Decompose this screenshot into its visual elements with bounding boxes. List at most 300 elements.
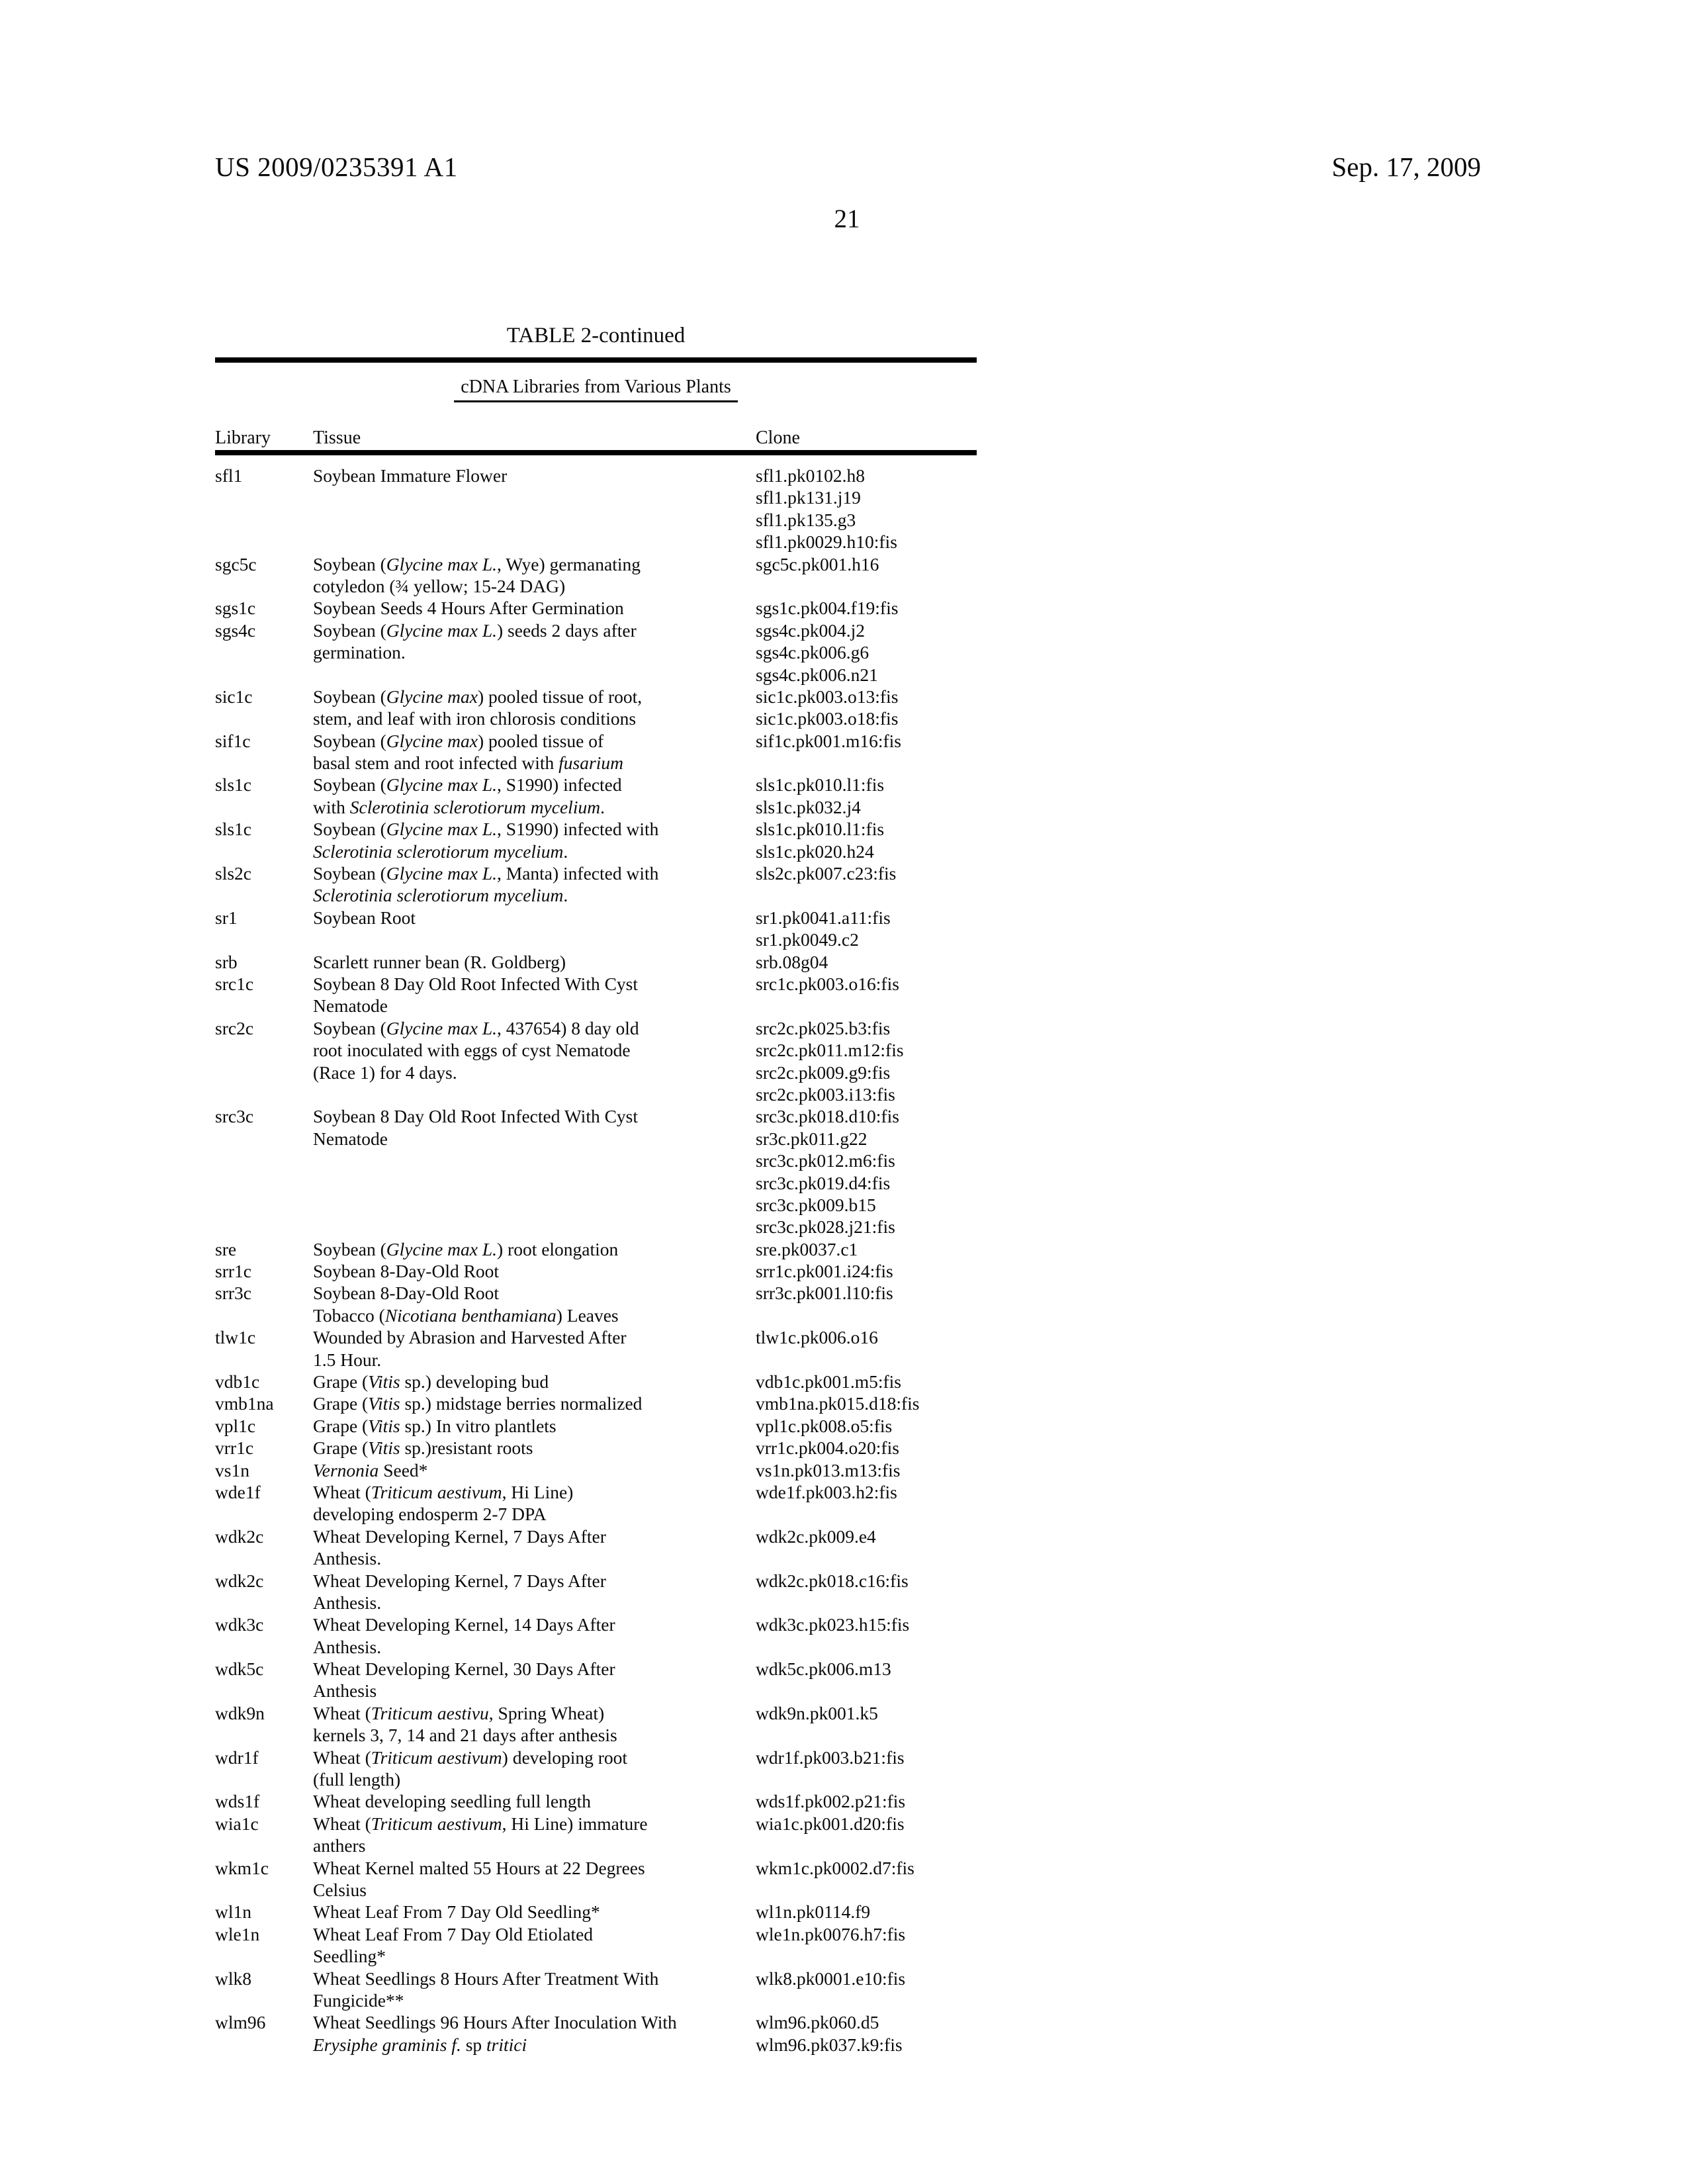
row-library: vpl1c — [215, 1415, 256, 1436]
row-clone: sr1.pk0041.a11:fis — [756, 907, 891, 928]
row-clone: src3c.pk012.m6:fis — [756, 1150, 895, 1171]
tissue-text: sp.)resistant roots — [400, 1437, 533, 1459]
table-row — [215, 619, 977, 641]
tissue-text: Soybean Seeds 4 Hours After Germination — [313, 598, 624, 619]
row-library — [215, 1724, 313, 1746]
table-row — [215, 841, 977, 862]
row-library — [215, 1039, 313, 1061]
row-tissue — [313, 1481, 756, 1503]
row-clone: wkm1c.pk0002.d7:fis — [756, 1857, 914, 1878]
tissue-text-italic: Vernonia — [313, 1459, 379, 1480]
tissue-text: ) Leaves — [556, 1304, 619, 1326]
tissue-text: Anthesis. — [313, 1636, 382, 1657]
row-library: tlw1c — [215, 1327, 256, 1348]
row-clone — [756, 1636, 977, 1658]
row-tissue — [313, 1326, 756, 1348]
tissue-text-italic: Glycine max — [386, 686, 478, 707]
row-library: wdk3c — [215, 1614, 264, 1635]
row-clone: sls1c.pk010.l1:fis — [756, 819, 885, 840]
row-clone: sgs4c.pk006.n21 — [756, 664, 878, 685]
row-clone: vdb1c.pk001.m5:fis — [756, 1371, 901, 1392]
row-tissue — [313, 509, 756, 531]
row-clone: tlw1c.pk006.o16 — [756, 1327, 878, 1348]
table-row — [215, 1658, 977, 1680]
tissue-text-italic: Triticum aestivum — [371, 1747, 502, 1768]
tissue-text: (Race 1) for 4 days. — [313, 1062, 457, 1083]
row-clone: wle1n.pk0076.h7:fis — [756, 1923, 906, 1944]
row-clone: vmb1na.pk015.d18:fis — [756, 1393, 920, 1414]
row-clone: src3c.pk018.d10:fis — [756, 1106, 899, 1127]
row-clone — [756, 1724, 977, 1746]
row-tissue — [313, 1989, 756, 2011]
tissue-text: sp — [461, 2034, 487, 2055]
row-tissue — [313, 1371, 756, 1392]
table-row — [215, 1945, 977, 1967]
tissue-text: stem, and leaf with iron chlorosis conditions — [313, 708, 637, 729]
row-tissue — [313, 752, 756, 774]
table-row — [215, 1282, 977, 1304]
row-tissue — [313, 796, 756, 818]
row-library: srb — [215, 951, 238, 972]
row-clone: wia1c.pk001.d20:fis — [756, 1813, 905, 1834]
row-clone: src2c.pk025.b3:fis — [756, 1017, 891, 1038]
row-tissue — [313, 1702, 756, 1724]
table-subtitle-wrap — [215, 377, 977, 402]
row-library — [215, 752, 313, 774]
table-row — [215, 1989, 977, 2011]
tissue-text: ) seeds 2 days after — [497, 619, 637, 641]
row-tissue — [313, 1658, 756, 1680]
row-library: vs1n — [215, 1459, 249, 1480]
row-tissue — [313, 531, 756, 553]
table-row — [215, 1835, 977, 1856]
tissue-text: ) pooled tissue of — [477, 730, 604, 751]
tissue-text: Wheat developing seedling full length — [313, 1791, 592, 1812]
row-tissue — [313, 1105, 756, 1127]
table-row — [215, 1570, 977, 1592]
table-body — [215, 465, 977, 2056]
tissue-text: Soybean 8-Day-Old Root — [313, 1261, 500, 1282]
row-clone: wdk3c.pk023.h15:fis — [756, 1614, 910, 1635]
tissue-text: Soybean ( — [313, 730, 386, 751]
tissue-text: ) root elongation — [497, 1238, 619, 1259]
tissue-text-italic: Vitis — [368, 1393, 400, 1414]
column-header-library: Library — [215, 428, 271, 448]
row-library — [215, 1835, 313, 1856]
row-tissue — [313, 1282, 756, 1304]
row-tissue — [313, 597, 756, 619]
table-row — [215, 575, 977, 597]
table-row — [215, 1459, 977, 1481]
row-library: src2c — [215, 1017, 254, 1038]
tissue-text-italic: Glycine max L. — [386, 774, 497, 796]
row-library: wkm1c — [215, 1857, 269, 1878]
row-clone: src3c.pk009.b15 — [756, 1194, 876, 1215]
tissue-text-italic: Vitis — [368, 1371, 400, 1392]
tissue-text: , Hi Line) immature — [502, 1813, 648, 1834]
row-library: vdb1c — [215, 1371, 260, 1392]
table-row — [215, 1238, 977, 1260]
row-library: wle1n — [215, 1923, 260, 1944]
table-row — [215, 1857, 977, 1879]
table-row — [215, 597, 977, 619]
row-library — [215, 1945, 313, 1967]
tissue-text: developing endosperm 2-7 DPA — [313, 1504, 547, 1525]
row-library — [215, 1304, 313, 1326]
table-row — [215, 818, 977, 840]
row-clone: wlm96.pk037.k9:fis — [756, 2034, 903, 2055]
table-row — [215, 1790, 977, 1812]
row-tissue — [313, 951, 756, 973]
row-library: wl1n — [215, 1901, 251, 1923]
row-library: src3c — [215, 1106, 254, 1127]
row-tissue — [313, 1680, 756, 1702]
row-library: sif1c — [215, 730, 251, 751]
row-tissue — [313, 973, 756, 995]
tissue-text: Anthesis. — [313, 1548, 382, 1569]
row-library — [215, 486, 313, 508]
tissue-text: Grape ( — [313, 1393, 369, 1414]
table-row — [215, 1680, 977, 1702]
tissue-text-italic: fusarium — [558, 752, 623, 774]
row-tissue — [313, 1835, 756, 1856]
row-tissue — [313, 465, 756, 486]
row-tissue — [313, 1592, 756, 1614]
tissue-text: Soybean ( — [313, 686, 386, 707]
tissue-text: Soybean 8 Day Old Root Infected With Cyst — [313, 973, 639, 994]
patent-number: US 2009/0235391 A1 — [215, 152, 458, 182]
row-clone: srb.08g04 — [756, 951, 828, 972]
tissue-text: Seedling* — [313, 1946, 386, 1967]
row-clone: src3c.pk019.d4:fis — [756, 1172, 891, 1193]
tissue-text: Wheat Leaf From 7 Day Old Etiolated — [313, 1923, 594, 1944]
table-row — [215, 1481, 977, 1503]
row-library — [215, 641, 313, 663]
row-clone: src2c.pk009.g9:fis — [756, 1062, 891, 1083]
row-clone: srr1c.pk001.i24:fis — [756, 1261, 893, 1282]
row-clone — [756, 1945, 977, 1967]
tissue-text: , 437654) 8 day old — [497, 1017, 639, 1038]
tissue-text: Wheat Seedlings 8 Hours After Treatment With — [313, 1968, 659, 1989]
table-row — [215, 641, 977, 663]
row-library: sgs4c — [215, 619, 256, 641]
tissue-text-italic: Glycine max L. — [386, 819, 497, 840]
tissue-text: sp.) developing bud — [400, 1371, 549, 1392]
tissue-text: 1.5 Hour. — [313, 1349, 382, 1370]
row-tissue — [313, 1968, 756, 1989]
row-library: wdk2c — [215, 1525, 264, 1547]
tissue-text-italic: tritici — [486, 2034, 527, 2055]
table-row — [215, 664, 977, 686]
row-library: wlk8 — [215, 1968, 251, 1989]
row-clone: vs1n.pk013.m13:fis — [756, 1459, 901, 1480]
tissue-text: with — [313, 796, 350, 817]
row-tissue — [313, 1304, 756, 1326]
table-row — [215, 995, 977, 1017]
tissue-text: . — [600, 796, 605, 817]
row-clone — [756, 884, 977, 906]
row-library — [215, 707, 313, 729]
row-clone — [756, 1879, 977, 1901]
tissue-text: Soybean ( — [313, 774, 386, 796]
tissue-text: Seed* — [379, 1459, 428, 1480]
row-clone: wlk8.pk0001.e10:fis — [756, 1968, 906, 1989]
table-row — [215, 1017, 977, 1039]
table-row — [215, 752, 977, 774]
tissue-text: Wheat Leaf From 7 Day Old Seedling* — [313, 1901, 600, 1923]
table-row — [215, 1437, 977, 1459]
table-row — [215, 1614, 977, 1635]
row-tissue — [313, 1039, 756, 1061]
column-header-tissue: Tissue — [313, 428, 361, 448]
row-clone — [756, 1503, 977, 1525]
tissue-text: , Wye) germanating — [497, 553, 641, 574]
table-row — [215, 2011, 977, 2033]
tissue-text: Soybean Root — [313, 907, 416, 928]
publication-date: Sep. 17, 2009 — [1331, 152, 1481, 182]
row-library — [215, 841, 313, 862]
row-clone: sr3c.pk011.g22 — [756, 1128, 868, 1149]
tissue-text: Wheat Kernel malted 55 Hours at 22 Degrees — [313, 1857, 645, 1878]
tissue-text-italic: Triticum aestivum — [371, 1481, 502, 1502]
tissue-text: Soybean ( — [313, 619, 386, 641]
tissue-text: sp.) In vitro plantlets — [400, 1415, 557, 1436]
tissue-text-italic: Triticum aestivum — [371, 1813, 502, 1834]
tissue-text-italic: Glycine max L. — [386, 619, 497, 641]
table-row — [215, 1083, 977, 1105]
row-library: wdk9n — [215, 1702, 265, 1723]
row-tissue — [313, 1923, 756, 1945]
tissue-text: Soybean ( — [313, 863, 386, 884]
row-tissue — [313, 1216, 756, 1238]
table-row — [215, 929, 977, 950]
table-row — [215, 907, 977, 929]
row-clone: sls1c.pk010.l1:fis — [756, 774, 885, 796]
table-row — [215, 465, 977, 486]
tissue-text-italic: Sclerotinia sclerotiorum mycelium — [349, 796, 601, 817]
row-tissue — [313, 1260, 756, 1282]
row-clone: wds1f.pk002.p21:fis — [756, 1791, 906, 1812]
row-tissue — [313, 1945, 756, 1967]
row-clone: sfl1.pk0102.h8 — [756, 465, 865, 486]
tissue-text: Grape ( — [313, 1371, 369, 1392]
row-library — [215, 1592, 313, 1614]
row-library — [215, 796, 313, 818]
table-2-continued — [215, 323, 977, 2056]
table-row — [215, 1260, 977, 1282]
row-library: sre — [215, 1238, 237, 1259]
table-row — [215, 1105, 977, 1127]
row-clone: sr1.pk0049.c2 — [756, 929, 859, 950]
table-row — [215, 1592, 977, 1614]
tissue-text: Wheat ( — [313, 1702, 371, 1723]
tissue-text: germination. — [313, 642, 406, 663]
row-library: sr1 — [215, 907, 238, 928]
table-row — [215, 1349, 977, 1371]
table-row — [215, 796, 977, 818]
row-clone: wdk2c.pk009.e4 — [756, 1525, 876, 1547]
table-row — [215, 1547, 977, 1569]
row-tissue — [313, 1062, 756, 1083]
row-clone: sfl1.pk131.j19 — [756, 487, 861, 508]
row-clone: sic1c.pk003.o18:fis — [756, 708, 899, 729]
row-library — [215, 1989, 313, 2011]
table-row — [215, 1172, 977, 1194]
tissue-text: Anthesis. — [313, 1592, 382, 1613]
tissue-text: Wheat ( — [313, 1481, 371, 1502]
tissue-text-italic: Glycine max L. — [386, 1238, 497, 1259]
table-row — [215, 1304, 977, 1326]
row-library: sfl1 — [215, 465, 243, 486]
row-tissue — [313, 1437, 756, 1459]
row-library: sic1c — [215, 686, 253, 707]
tissue-text-italic: Glycine max — [386, 730, 478, 751]
row-clone: sgs1c.pk004.f19:fis — [756, 598, 899, 619]
row-tissue — [313, 730, 756, 752]
row-tissue — [313, 884, 756, 906]
row-clone — [756, 575, 977, 597]
table-row — [215, 1039, 977, 1061]
row-tissue — [313, 664, 756, 686]
row-tissue — [313, 774, 756, 796]
row-library: srr3c — [215, 1283, 251, 1304]
table-row — [215, 1636, 977, 1658]
row-tissue — [313, 1238, 756, 1260]
tissue-text-italic: Erysiphe graminis f. — [313, 2034, 461, 2055]
row-clone: vpl1c.pk008.o5:fis — [756, 1415, 893, 1436]
tissue-text: Soybean ( — [313, 1017, 386, 1038]
row-tissue — [313, 1547, 756, 1569]
row-tissue — [313, 2034, 756, 2056]
row-library — [215, 884, 313, 906]
tissue-text-italic: Sclerotinia sclerotiorum mycelium — [313, 841, 564, 862]
row-clone: wdr1f.pk003.b21:fis — [756, 1747, 905, 1768]
table-row — [215, 486, 977, 508]
row-tissue — [313, 2011, 756, 2033]
tissue-text: Soybean ( — [313, 553, 386, 574]
row-tissue — [313, 1790, 756, 1812]
table-row — [215, 531, 977, 553]
row-clone — [756, 1989, 977, 2011]
table-row — [215, 1128, 977, 1150]
row-library: wia1c — [215, 1813, 259, 1834]
row-tissue — [313, 1128, 756, 1150]
tissue-text: Wheat Developing Kernel, 7 Days After — [313, 1570, 606, 1591]
tissue-text: Nematode — [313, 1128, 388, 1149]
row-tissue — [313, 1636, 756, 1658]
tissue-text-italic: Glycine max L. — [386, 1017, 497, 1038]
row-library: src1c — [215, 973, 254, 994]
row-tissue — [313, 1150, 756, 1171]
tissue-text: Celsius — [313, 1880, 367, 1900]
tissue-text: cotyledon (¾ yellow; 15-24 DAG) — [313, 575, 566, 596]
row-library: wde1f — [215, 1481, 261, 1502]
table-row — [215, 686, 977, 707]
table-row — [215, 1968, 977, 1989]
row-clone: src1c.pk003.o16:fis — [756, 973, 899, 994]
table-row — [215, 1525, 977, 1547]
tissue-text: , S1990) infected — [497, 774, 622, 796]
row-tissue — [313, 1857, 756, 1879]
row-library — [215, 1879, 313, 1901]
tissue-text: basal stem and root infected with — [313, 752, 559, 774]
row-library: sls2c — [215, 863, 251, 884]
table-row — [215, 1503, 977, 1525]
row-clone: wl1n.pk0114.f9 — [756, 1901, 871, 1923]
row-library: sgc5c — [215, 553, 257, 574]
table-row — [215, 1768, 977, 1790]
row-tissue — [313, 1415, 756, 1437]
table-header-rule — [215, 450, 977, 455]
tissue-text: ) developing root — [502, 1747, 628, 1768]
row-library — [215, 995, 313, 1017]
row-tissue — [313, 619, 756, 641]
row-library: vmb1na — [215, 1393, 274, 1414]
row-library — [215, 575, 313, 597]
tissue-text: Scarlett runner bean (R. Goldberg) — [313, 951, 566, 972]
row-library: wdk2c — [215, 1570, 264, 1591]
tissue-text: . — [563, 841, 568, 862]
table-column-headers — [215, 428, 977, 450]
table-row — [215, 1747, 977, 1768]
row-clone: src2c.pk003.i13:fis — [756, 1083, 895, 1105]
table-subtitle: cDNA Libraries from Various Plants — [454, 377, 738, 402]
table-row — [215, 1901, 977, 1923]
tissue-text: Soybean 8-Day-Old Root — [313, 1283, 500, 1304]
tissue-text: , Manta) infected with — [497, 863, 659, 884]
row-tissue — [313, 1017, 756, 1039]
table-row — [215, 1879, 977, 1901]
table-row — [215, 730, 977, 752]
row-tissue — [313, 1525, 756, 1547]
table-title: TABLE 2-continued — [506, 324, 686, 347]
table-row — [215, 553, 977, 575]
row-tissue — [313, 1724, 756, 1746]
table-row — [215, 1813, 977, 1835]
tissue-text-italic: Vitis — [368, 1415, 400, 1436]
tissue-text: Soybean ( — [313, 1238, 386, 1259]
row-library — [215, 1150, 313, 1171]
row-tissue — [313, 995, 756, 1017]
table-row — [215, 1194, 977, 1216]
tissue-text: sp.) midstage berries normalized — [400, 1393, 643, 1414]
row-clone: sls1c.pk032.j4 — [756, 796, 861, 817]
tissue-text: Fungicide** — [313, 1989, 404, 2011]
table-row — [215, 951, 977, 973]
tissue-text: (full length) — [313, 1769, 401, 1790]
table-top-rule — [215, 357, 977, 363]
row-library — [215, 1083, 313, 1105]
table-row — [215, 707, 977, 729]
tissue-text-italic: Vitis — [368, 1437, 400, 1459]
row-clone — [756, 1547, 977, 1569]
row-tissue — [313, 841, 756, 862]
tissue-text: Grape ( — [313, 1415, 369, 1436]
tissue-text: anthers — [313, 1835, 366, 1856]
row-library: srr1c — [215, 1261, 251, 1282]
tissue-text-italic: Sclerotinia sclerotiorum mycelium — [313, 885, 564, 906]
row-tissue — [313, 1503, 756, 1525]
row-tissue — [313, 862, 756, 884]
tissue-text: Wheat ( — [313, 1747, 371, 1768]
row-library — [215, 531, 313, 553]
row-library — [215, 509, 313, 531]
tissue-text-italic: Glycine max L. — [386, 863, 497, 884]
row-tissue — [313, 1570, 756, 1592]
row-library — [215, 1128, 313, 1150]
row-clone: sfl1.pk0029.h10:fis — [756, 531, 897, 553]
row-clone: sic1c.pk003.o13:fis — [756, 686, 899, 707]
